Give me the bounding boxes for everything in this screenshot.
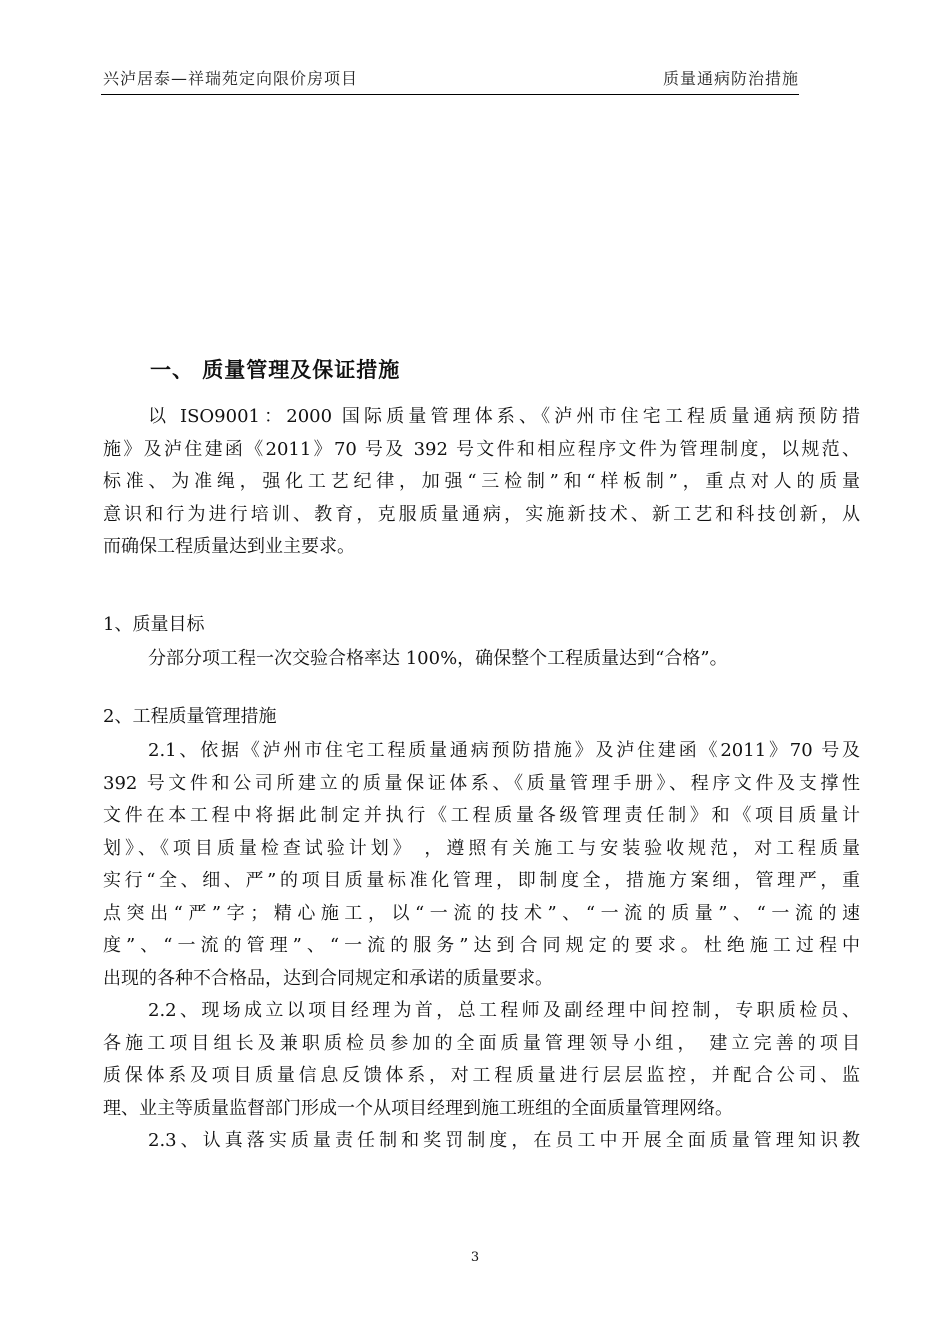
- header-divider: [101, 94, 799, 95]
- page-number: 3: [470, 1250, 480, 1265]
- text-line: 点突出“严”字；精心施工，以“一流的技术”、“一流的质量”、“一流的速: [103, 902, 860, 924]
- text-line: 质保体系及项目质量信息反馈体系，对工程质量进行层层监控，并配合公司、监: [103, 1065, 860, 1086]
- intro-paragraph: [103, 401, 860, 564]
- text-line: 出现的各种不合格品，达到合同规定和承诺的质量要求。: [103, 967, 553, 989]
- measures-paragraph-2-3: [103, 1125, 860, 1158]
- header-document-title: 质量通病防治措施: [662, 69, 799, 88]
- text-line: 而确保工程质量达到业主要求。: [103, 536, 355, 557]
- section-title: 一、 质量管理及保证措施: [150, 358, 401, 382]
- text-line: 度”、“一流的管理”、“一流的服务”达到合同规定的要求。杜绝施工过程中: [103, 935, 860, 956]
- measures-paragraph-2-2: [103, 995, 860, 1125]
- text-line: 标准、为准绳，强化工艺纪律，加强“三检制”和“样板制”，重点对人的质量: [103, 471, 860, 492]
- text-line: 各施工项目组长及兼职质检员参加的全面质量管理领导小组， 建立完善的项目: [103, 1032, 860, 1054]
- goal-paragraph: [103, 643, 860, 676]
- text-line: 以 ISO9001：2000 国际质量管理体系、《泸州市住宅工程质量通病预防措: [148, 406, 860, 427]
- text-line: 划》、《项目质量检查试验计划》 ，遵照有关施工与安装验收规范，对工程质量: [103, 837, 860, 859]
- text-line: 2.1、依据《泸州市住宅工程质量通病预防措施》及泸住建函《2011》70 号及: [148, 740, 860, 761]
- header-project-name: 兴泸居泰—祥瑞苑定向限价房项目: [103, 69, 359, 88]
- text-line: 文件在本工程中将据此制定并执行《工程质量各级管理责任制》和《项目质量计: [103, 805, 860, 826]
- text-line: 392 号文件和公司所建立的质量保证体系、《质量管理手册》、程序文件及支撑性: [103, 772, 860, 794]
- text-line: 理、业主等质量监督部门形成一个从项目经理到施工班组的全面质量管理网络。: [103, 1097, 733, 1119]
- text-line: 施》及泸住建函《2011》70 号及 392 号文件和相应程序文件为管理制度，以规范、: [103, 438, 860, 460]
- text-line: 实行“全、细、严”的项目质量标准化管理，即制度全，措施方案细，管理严，重: [103, 870, 860, 891]
- text-line: 分部分项工程一次交验合格率达 100%，确保整个工程质量达到“合格”。: [148, 648, 728, 669]
- text-line: 2.2、现场成立以项目经理为首，总工程师及副经理中间控制，专职质检员、: [148, 1000, 860, 1021]
- measures-heading: 2、工程质量管理措施: [103, 706, 277, 727]
- text-line: 2.3、认真落实质量责任制和奖罚制度，在员工中开展全面质量管理知识教: [148, 1130, 860, 1151]
- goal-heading: 1、质量目标: [103, 614, 205, 635]
- measures-paragraph-2-1: [103, 735, 860, 995]
- text-line: 意识和行为进行培训、教育，克服质量通病，实施新技术、新工艺和科技创新，从: [103, 503, 860, 525]
